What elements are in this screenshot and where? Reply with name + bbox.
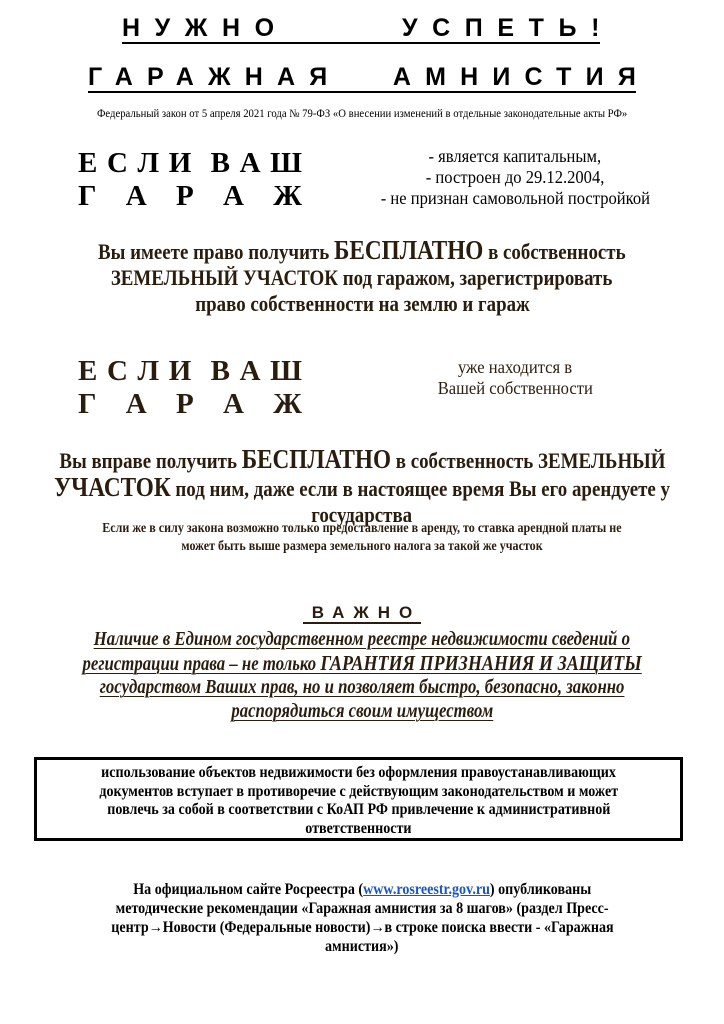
paragraph-line (0, 628, 724, 652)
if-your-row (78, 147, 302, 180)
letter: В (210, 147, 230, 179)
letter: Р (176, 388, 194, 420)
liability-warning-box (34, 757, 683, 841)
garage-row (78, 388, 302, 421)
text: в собственность ЗЕМЕЛЬНЫЙ (390, 448, 666, 473)
text: На официальном сайте Росреестра ( (133, 881, 363, 898)
letter: А (125, 180, 147, 212)
letter: Л (137, 355, 160, 387)
text: под ним, даже если в настоящее время Вы его арендуете у (170, 476, 670, 501)
paragraph-line (0, 474, 724, 502)
garage-conditions-list (345, 146, 685, 209)
warning-line (37, 801, 680, 820)
text: методические рекомендации «Гаражная амнистия за 8 шагов» (раздел Пресс- (115, 900, 609, 917)
letter: И (168, 147, 192, 179)
emphasis-guarantee: ГАРАНТИЯ ПРИЗНАНИЯ И ЗАЩИТЫ (320, 650, 642, 675)
condition-item (380, 357, 650, 378)
law-reference (0, 108, 724, 120)
emphasis-free: БЕСПЛАТНО (241, 444, 391, 474)
text: государством Ваших прав, но и позволяет быстро, безопасно, законно (99, 677, 625, 698)
warning-line (37, 764, 680, 783)
footer-line (0, 918, 724, 937)
rights-paragraph-2 (0, 446, 724, 528)
paragraph-line (0, 237, 724, 265)
letter: В (210, 355, 230, 387)
text: ответственности (305, 819, 412, 837)
letter: А (125, 388, 147, 420)
text: государства (311, 502, 413, 527)
footer-info (0, 880, 724, 956)
rights-paragraph-1 (0, 237, 724, 317)
paragraph-line (0, 676, 724, 700)
letter: Е (78, 355, 98, 387)
important-heading-text: ВАЖНО (303, 603, 422, 624)
rosreestr-link[interactable]: www.rosreestr.gov.ru (362, 881, 490, 898)
headline-word-3: ГАРАЖНАЯ (88, 63, 342, 91)
footer-line (0, 880, 724, 899)
emphasis-free: БЕСПЛАТНО (334, 235, 484, 265)
condition-item (345, 188, 685, 209)
if-your-garage-heading-2 (78, 355, 302, 421)
letter: Ж (273, 180, 302, 212)
letter: А (223, 388, 244, 420)
important-heading (0, 603, 724, 624)
letter: Ж (273, 388, 302, 420)
lease-rate-note (0, 520, 724, 556)
letter: Г (78, 180, 97, 212)
condition-item (345, 146, 685, 167)
text: использование объектов недвижимости без оформления правоустанавливающих (101, 764, 616, 781)
letter: А (223, 180, 244, 212)
headline-need-to-hurry (122, 14, 614, 44)
text: повлечь за собой в соответствии с КоАП РФ привлечение к административной (106, 801, 611, 818)
text: центр→Новости (Федеральные новости)→в строке поиска ввести - «Гаражная (110, 919, 614, 936)
warning-line (37, 783, 680, 802)
text: Вы вправе получить (58, 448, 242, 473)
note-text: Если же в силу закона возможно только предоставление в аренду, то ставка арендной платы не (102, 521, 622, 536)
condition-text: - построен до 29.12.2004, (425, 167, 605, 187)
warning-line (37, 820, 680, 839)
text: Наличие в Едином государственном реестре недвижимости сведений о (93, 629, 631, 650)
text: в собственность (483, 239, 626, 264)
if-your-garage-heading-1 (78, 147, 302, 213)
note-line (0, 520, 724, 538)
text: документов вступает в противоречие с действующим законодательством и может (99, 782, 618, 800)
text: ЗЕМЕЛЬНЫЙ УЧАСТОК под гаражом, зарегистрировать (111, 265, 613, 290)
condition-text: Вашей собственности (437, 378, 593, 398)
text: регистрации права – не только (82, 653, 321, 675)
letter: И (168, 355, 192, 387)
condition-item (380, 378, 650, 399)
important-paragraph (0, 628, 724, 723)
paragraph-line (0, 265, 724, 291)
letter: Г (78, 388, 97, 420)
letter: Ш (270, 355, 302, 387)
letter: С (106, 147, 128, 179)
paragraph-line (0, 652, 724, 677)
headline-word-1: НУЖНО (122, 14, 289, 42)
footer-line (0, 937, 724, 956)
letter: А (239, 355, 261, 387)
headline-word-2: УСПЕТЬ! (401, 14, 614, 42)
emphasis-plot: УЧАСТОК (54, 472, 171, 502)
ownership-condition (380, 357, 650, 399)
garage-row (78, 180, 302, 213)
condition-text: - не признан самовольной постройкой (380, 188, 650, 208)
text: распорядиться своим имуществом (231, 700, 493, 722)
letter: А (239, 147, 261, 179)
text: право собственности на землю и гараж (194, 291, 530, 316)
if-your-row (78, 355, 302, 388)
text: Вы имеете право получить (98, 239, 335, 264)
text: амнистия») (325, 938, 399, 955)
letter: Е (78, 147, 98, 179)
condition-item (345, 167, 685, 188)
note-text: может быть выше размера земельного налога за такой же участок (181, 539, 543, 554)
letter: Ш (270, 147, 302, 179)
paragraph-line (0, 700, 724, 724)
letter: С (106, 355, 128, 387)
law-reference-text: Федеральный закон от 5 апреля 2021 года № 79-ФЗ «О внесении изменений в отдельные законодательные акты РФ» (96, 108, 628, 120)
note-line (0, 538, 724, 556)
headline-garage-amnesty (88, 63, 650, 93)
footer-line (0, 899, 724, 918)
condition-text: - является капитальным, (428, 146, 602, 166)
paragraph-line (0, 446, 724, 474)
letter: Р (176, 180, 194, 212)
paragraph-line (0, 291, 724, 317)
headline-word-4: АМНИСТИЯ (392, 63, 650, 91)
letter: Л (137, 147, 160, 179)
condition-text: уже находится в (457, 357, 573, 377)
text: ) опубликованы (489, 881, 591, 898)
liability-warning-text (37, 764, 680, 838)
